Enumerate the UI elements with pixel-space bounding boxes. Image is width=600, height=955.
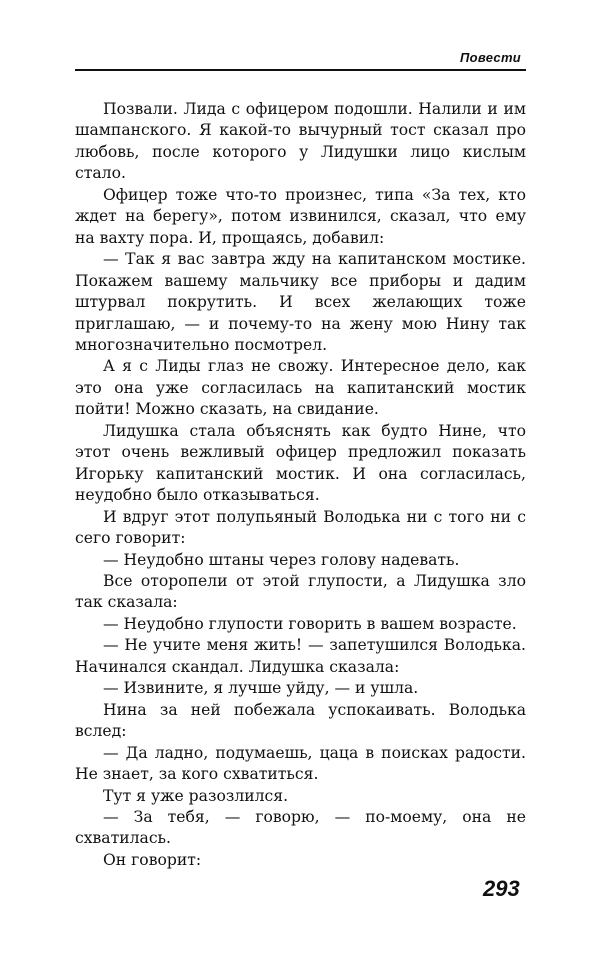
paragraph: — Неудобно штаны через голову надевать. bbox=[103, 550, 460, 569]
page-number: 293 bbox=[483, 876, 520, 901]
paragraph: А я с Лиды глаз не свожу. Интересное дело, как это она уже согласилась на капитанский мостик пойти! Можно сказать, на свидание. bbox=[75, 357, 526, 419]
paragraph: — За тебя, — говорю, — по-моему, она не схватилась. bbox=[75, 807, 526, 848]
header-rule bbox=[75, 69, 526, 71]
paragraph: — Извините, я лучше уйду, — и ушла. bbox=[103, 679, 419, 698]
paragraph: — Неудобно глупости говорить в вашем возрасте. bbox=[103, 614, 517, 633]
body-text bbox=[75, 99, 526, 871]
paragraph: — Не учите меня жить! — запетушился Володька. Начинался скандал. Лидушка сказала: bbox=[75, 636, 526, 676]
running-title: Повести bbox=[460, 50, 522, 65]
paragraph: — Так я вас завтра жду на капитанском мостике. Покажем вашему мальчику все приборы и дадим штурвал покрутить. И всех желающих тоже приглашаю, — и почему-то на жену мою Нину так многозначительно посмотрел. bbox=[75, 250, 526, 354]
paragraph: И вдруг этот полупьяный Володька ни с того ни с сего говорит: bbox=[75, 507, 526, 548]
paragraph: Нина за ней побежала успокаивать. Володька вслед: bbox=[75, 700, 526, 741]
paragraph: Тут я уже разозлился. bbox=[103, 786, 289, 805]
paragraph: Он говорит: bbox=[103, 850, 202, 869]
paragraph: Офицер тоже что-то произнес, типа «За тех, кто ждет на берегу», потом извинился, сказал, что ему на вахту пора. И, прощаясь, добавил: bbox=[75, 185, 526, 247]
paragraph: Позвали. Лида с офицером подошли. Налили и им шампанского. Я какой-то вычурный тост сказал про любовь, после которого у Лидушки лицо кислым стало. bbox=[75, 100, 526, 183]
paragraph: Все оторопели от этой глупости, а Лидушка зло так сказала: bbox=[75, 571, 526, 612]
paragraph: Лидушка стала объяснять как будто Нине, что этот очень вежливый офицер предложил показать Игорьку капитанский мостик. И она согласилась, неудобно было отказываться. bbox=[75, 421, 526, 505]
paragraph: — Да ладно, подумаешь, цаца в поисках радости. Не знает, за кого схватиться. bbox=[75, 743, 526, 784]
